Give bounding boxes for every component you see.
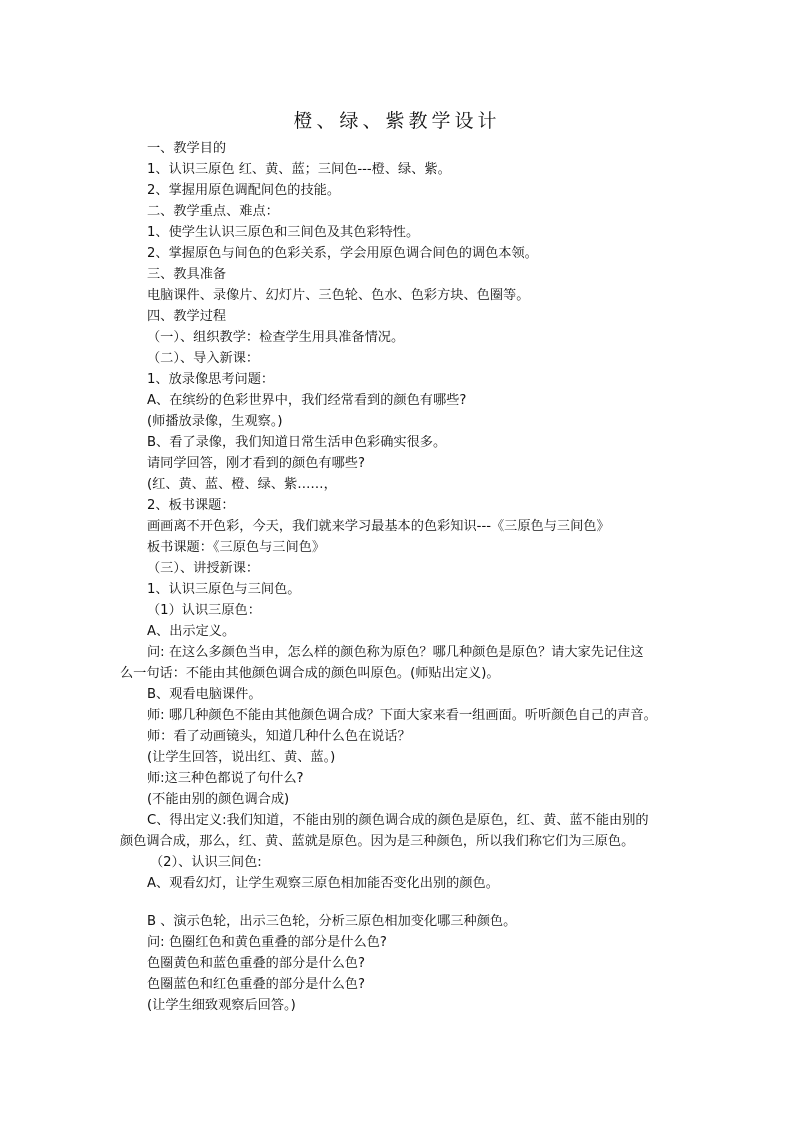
text-line: 画画离不开色彩，今天，我们就来学习最基本的色彩知识---《三原色与三间色》 — [147, 519, 610, 534]
text-line: 1、放录像思考问题： — [147, 372, 275, 387]
text-line: 问: 在这么多颜色当申，怎么样的颜色称为原色？哪几种颜色是原色？请大家先记住这 — [147, 645, 644, 660]
text-line: （1）认识三原色： — [147, 603, 261, 618]
text-line: (红、黄、蓝、橙、绿、紫……， — [147, 477, 337, 492]
document-title: 橙、绿、紫教学设计 — [293, 110, 501, 132]
text-line: (不能由别的颜色调合成) — [147, 792, 290, 807]
text-line: (让学生细致观察后回答。) — [147, 998, 296, 1013]
text-line: （二）、导入新课： — [147, 351, 260, 366]
text-line: 1、认识三原色与三间色。 — [147, 582, 301, 597]
text-line: 1、认识三原色 红、黄、蓝；三间色---橙、绿、紫。 — [147, 162, 451, 177]
text-line: (让学生回答，说出红、黄、蓝。) — [147, 750, 336, 765]
text-line: 2、掌握原色与间色的色彩关系，学会用原色调合间色的调色本领。 — [147, 246, 538, 261]
text-line: 师：看了动画镜头，知道几种什么色在说话？ — [147, 729, 411, 744]
text-line: 2、掌握用原色调配间色的技能。 — [147, 183, 341, 198]
text-line: （三）、讲授新课： — [147, 561, 260, 576]
text-line: 色圈黄色和蓝色重叠的部分是什么色? — [147, 956, 365, 971]
text-line: A、观看幻灯，让学生观察三原色相加能否变化出别的颜色。 — [147, 876, 499, 891]
text-line: B、观看电脑课件。 — [147, 687, 262, 702]
text-line: 板书课题：《三原色与三间色》 — [147, 540, 326, 555]
text-line: 1、使学生认识三原色和三间色及其色彩特性。 — [147, 225, 420, 240]
text-line: 颜色调合成，那么，红、黄、蓝就是原色。因为是三种颜色，所以我们称它们为三原色。 — [120, 834, 635, 849]
text-line: 师:这三种色都说了句什么? — [147, 771, 304, 786]
text-line: 一、教学目的 — [147, 141, 227, 156]
text-line: 请同学回答，刚才看到的颜色有哪些? — [147, 456, 365, 471]
text-line: B 、演示色轮，出示三色轮，分析三原色相加变化哪三种颜色。 — [147, 914, 517, 929]
text-line: 师: 哪几种颜色不能由其他颜色调合成？下面大家来看一组画面。听听颜色自己的声音。 — [147, 708, 657, 723]
text-line: (师播放录像，生观察。) — [147, 414, 283, 429]
text-line: A、出示定义。 — [147, 624, 236, 639]
text-line: 色圈蓝色和红色重叠的部分是什么色? — [147, 977, 365, 992]
text-line: 么一句话：不能由其他颜色调合成的颜色叫原色。(师贴出定义)。 — [120, 666, 500, 681]
text-line: 四、教学过程 — [147, 309, 227, 324]
text-line: 二、教学重点、难点： — [147, 204, 279, 219]
text-line: A、在缤纷的色彩世界中，我们经常看到的颜色有哪些? — [147, 393, 467, 408]
text-line: 三、教具准备 — [147, 267, 227, 282]
text-line: C、得出定义:我们知道，不能由别的颜色调合成的颜色是原色，红、黄、蓝不能由别的 — [147, 813, 649, 828]
text-line: （2）、认识三间色: — [150, 855, 262, 870]
text-line: 电脑课件、录像片、幻灯片、三色轮、色水、色彩方块、色圈等。 — [147, 288, 530, 303]
text-line: 2、板书课题： — [147, 498, 235, 513]
text-line: 问: 色圈红色和黄色重叠的部分是什么色? — [147, 935, 387, 950]
text-line: （一）、组织教学：检查学生用具准备情况。 — [147, 330, 405, 345]
text-line: B、看了录像，我们知道日常生活申色彩确实很多。 — [147, 435, 447, 450]
